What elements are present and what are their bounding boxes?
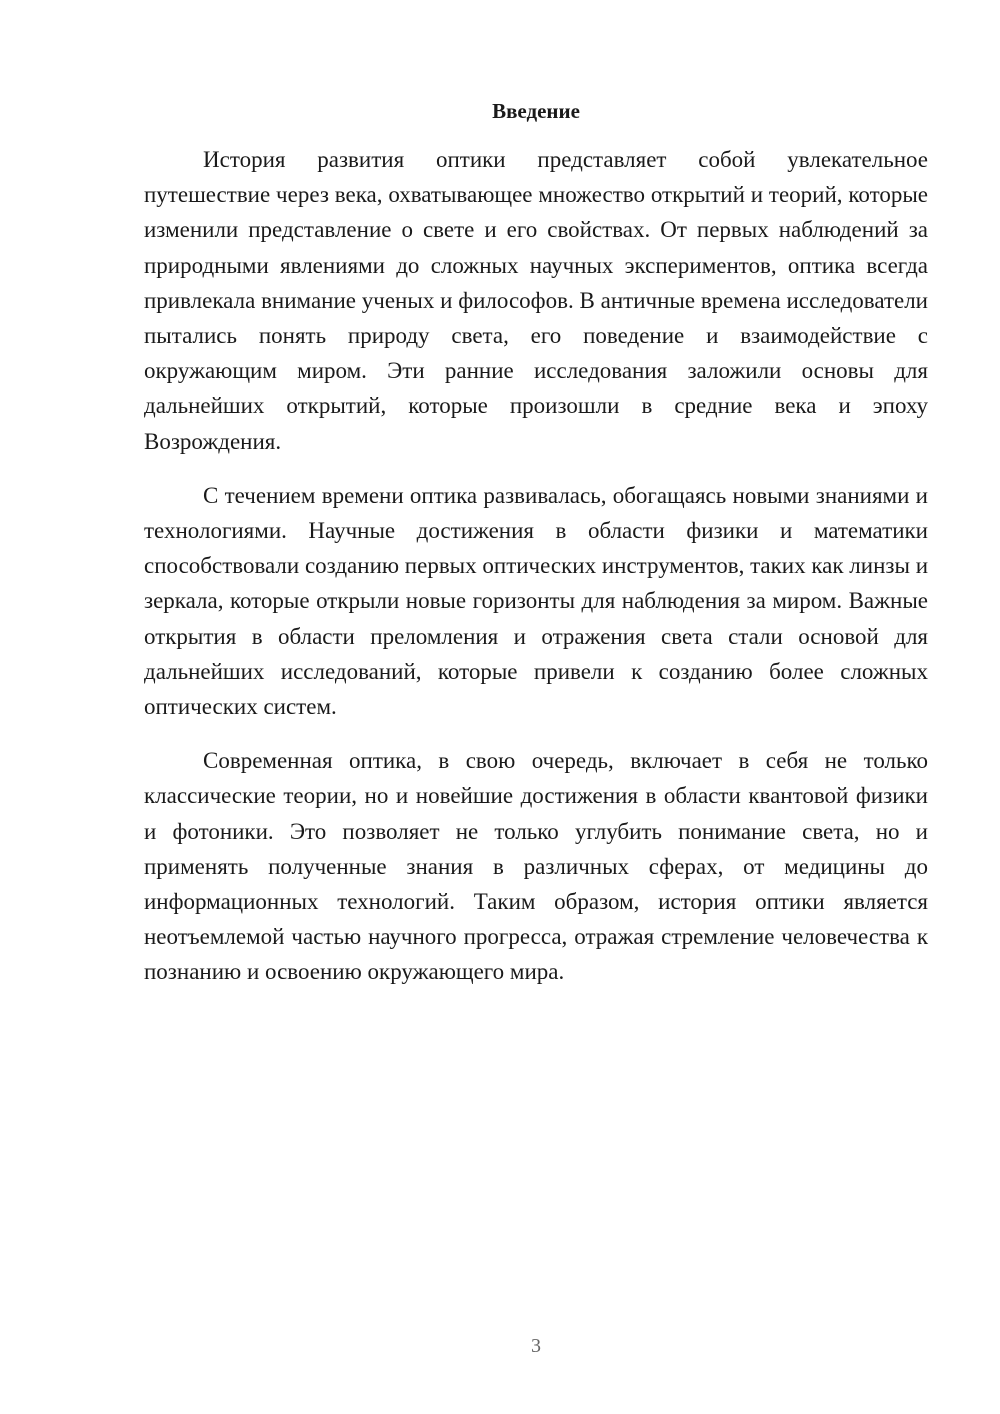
document-body xyxy=(144,142,928,1009)
page-title: Введение xyxy=(492,99,580,123)
page-number: 3 xyxy=(531,1335,541,1357)
paragraph-modern-optics: Современная оптика, в свою очередь, включает в себя не только классические теории, но и новейшие достижения в области квантовой физики и фотоники. Это позволяет не только углубить понимание света, но и применять полученные знания в различных сферах, от медицины до информационных технологий. Таким образом, история оптики является неотъемлемой частью научного прогресса, отражая стремление человечества к познанию и освоению окружающего мира. xyxy=(144,748,928,985)
paragraph-development: С течением времени оптика развивалась, обогащаясь новыми знаниями и технологиями. Научные достижения в области физики и математики способствовали созданию первых оптических инструментов, таких как линзы и зеркала, которые открыли новые горизонты для наблюдения за миром. Важные открытия в области преломления и отражения света стали основой для дальнейших исследований, которые привели к созданию более сложных оптических систем. xyxy=(144,482,928,720)
paragraph-history-intro: История развития оптики представляет собой увлекательное путешествие через века, охватывающее множество открытий и теорий, которые изменили представление о свете и его свойствах. От первых наблюдений за природными явлениями до сложных научных экспериментов, оптика всегда привлекала внимание ученых и философов. В античные времена исследователи пытались понять природу света, его поведение и взаимодействие с окружающим миром. Эти ранние исследования заложили основы для дальнейших открытий, которые произошли в средние века и эпоху Возрождения. xyxy=(144,147,928,454)
